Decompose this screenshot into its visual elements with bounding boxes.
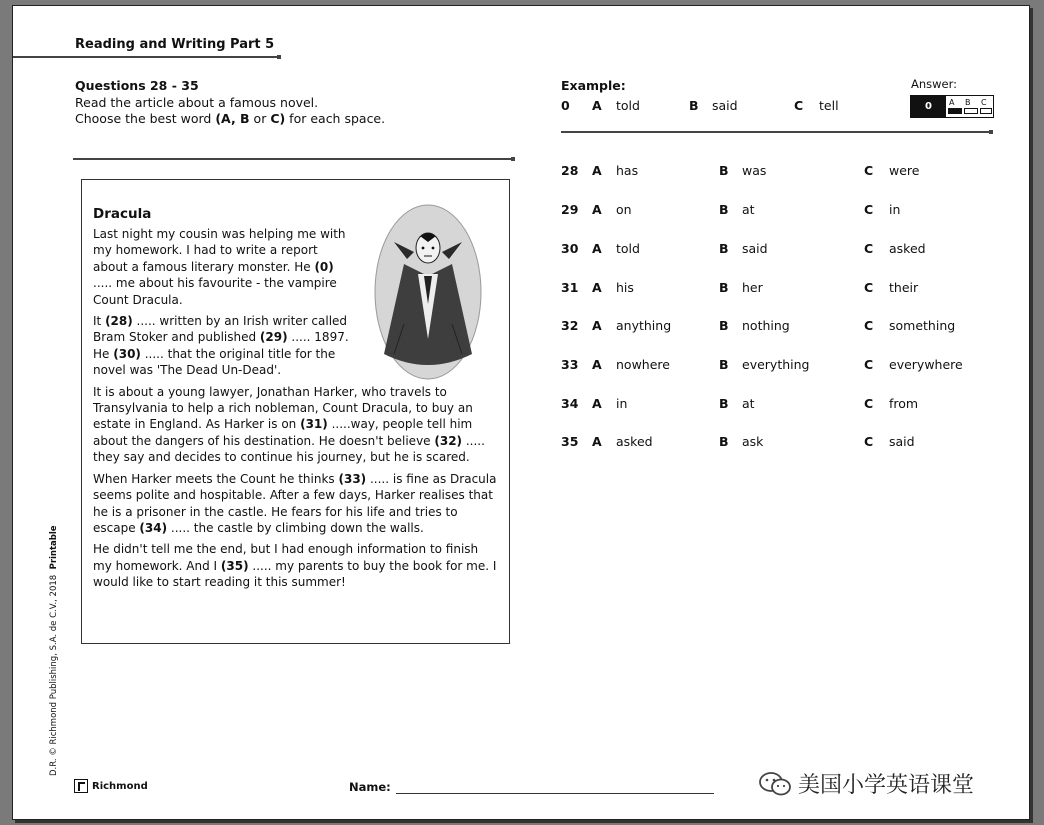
answer-number: 0 — [911, 96, 946, 117]
dracula-illustration — [374, 204, 482, 380]
example-divider — [561, 131, 991, 133]
name-input-line[interactable] — [396, 793, 714, 794]
article-title: Dracula — [93, 206, 152, 222]
page-title: Reading and Writing Part 5 — [75, 37, 275, 52]
question-row-31: 31 A his B her C their — [561, 280, 919, 295]
wechat-icon — [758, 771, 792, 797]
article-paragraph-3: It is about a young lawyer, Jonathan Harker, who travels to Transylvania to help a rich nobleman, Count Dracula, to buy an estate in England. As Harker is on (31) .....way, people tell him about the dangers of his destination. He doesn't believe (32) ..... they say and decides to continue his journey, but he is scared. — [93, 384, 485, 465]
example-label: Example: — [561, 78, 626, 93]
answer-options: A B C — [946, 96, 993, 117]
question-row-33: 33 A nowhere B everything C everywhere — [561, 357, 963, 372]
questions-heading: Questions 28 - 35 — [75, 78, 199, 93]
publisher-logo: Richmond — [74, 779, 148, 793]
instruction-line-1: Read the article about a famous novel. — [75, 94, 319, 110]
name-label: Name: — [349, 780, 391, 794]
question-row-34: 34 A in B at C from — [561, 396, 919, 411]
question-row-35: 35 A asked B ask C said — [561, 434, 915, 449]
question-row-32: 32 A anything B nothing C something — [561, 318, 956, 333]
article-paragraph-4: When Harker meets the Count he thinks (33) ..... is fine as Dracula seems polite and hospitable. After a few days, Harker realises that he is a prisoner in the castle. He fears for his life and tries to escape (34) ..... the castle by climbing down the walls. — [93, 471, 497, 535]
article-paragraph-1: Last night my cousin was helping me with my homework. I had to write a report about a famous literary monster. He (0) ..... me about his favourite - the vampire Count Dracula. — [93, 227, 346, 307]
instruction-line-2: Choose the best word (A, B or C) for each space. — [75, 111, 386, 126]
article-box — [81, 179, 510, 644]
copyright-note: D.R. © Richmond Publishing, S.A. de C.V., 2018 Printable — [49, 525, 59, 776]
worksheet-page: Reading and Writing Part 5 Questions 28 - 35 Read the article about a famous novel. Choose the best word (A, B or C) for each space. Dracula Last night my cousin was helping me with my homework. I had to write a report about a famous literary monster. He (0) ..... me about his favourite - the vampire Count Dracula. It (28) ..... written by an Irish writer called Bram Stoker and published (29) ..... 1897. He (30) ..... that the original title for the novel was 'The Dead Un-Dead'. It is about a young lawyer, Jonathan Harker, who travels to Transylvania to help a rich nobleman, Count Dracula, to buy an estate in England. As Harker is on (31) .....way, people tell him about the dangers of his destination. He doesn't believe (32) ..... they say and decides to continue his journey, but he is scared. When Harker meets the Count he thinks (33) ..... is fine as Dracula seems polite and hospitable. After a few days, Harker realises that he is a prisoner in the castle. He fears for his life and tries to escape (34) ..... the castle by climbing down the walls. He didn't tell me the end, but I had enough information to finish my homework. And I (35) ..... my parents to buy the book for me. I would like to start reading it this summer! Example: 0 A told B said C tell Answer: 0 A B C 28 A has B was C were 29 A on B at C in 30 A told B said C asked 31 A his B her C their 32 A anything B nothing C something 33 A nowhere B everything C everywhere 34 A in B at C from 35 A asked B ask C said D.R. © Richmond Publishing, S.A. de C.V., 2018 Printable Richmond Name: 美国小学英语课堂 — [12, 5, 1030, 820]
instructions-divider — [73, 158, 513, 160]
question-row-29: 29 A on B at C in — [561, 202, 901, 217]
title-divider — [13, 56, 279, 58]
answer-box — [910, 95, 994, 118]
question-row-28: 28 A has B was C were — [561, 163, 920, 178]
richmond-logo-icon — [74, 779, 88, 793]
instructions — [75, 78, 385, 128]
article-paragraph-5: He didn't tell me the end, but I had enough information to finish my homework. And I (35) ..... my parents to buy the book for me. I would like to start reading it this summer! — [93, 542, 497, 590]
wechat-watermark: 美国小学英语课堂 — [758, 768, 974, 799]
answer-label: Answer: — [911, 77, 958, 91]
question-row-30: 30 A told B said C asked — [561, 241, 926, 256]
article-paragraph-2: It (28) ..... written by an Irish writer called Bram Stoker and published (29) ..... 1897. He (30) ..... that the original title for the novel was 'The Dead Un-Dead'. — [93, 314, 349, 378]
